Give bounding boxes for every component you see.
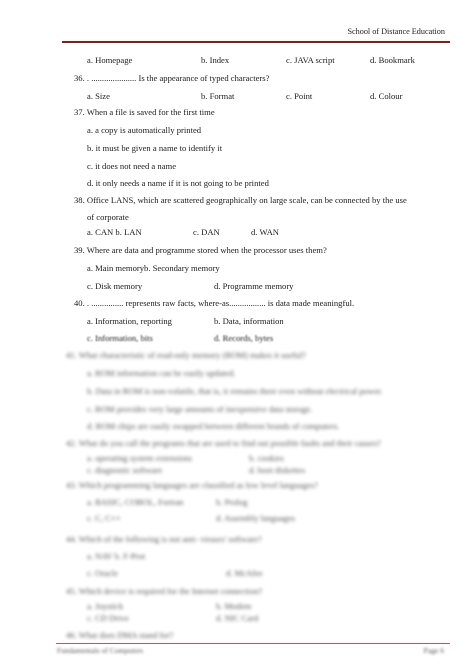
option-a: a. Information, reporting [87,316,172,326]
question-text: 37. When a file is saved for the first time [74,107,215,117]
footer-divider [56,643,450,644]
q41-option-c: c. ROM provides very large amounts of inexpensive data storage. [87,404,313,414]
q44-options-1: a. NAV b. F-Prot [87,551,146,561]
q45-options-1: a. Joystick b. Modem [87,601,252,611]
q43-options-1: a. BASIC, COBOL, Fortran b. Prolog [87,497,248,507]
question-37 [0,105,474,119]
question-text: 40. . ............... represents raw facts, where-as................. is data made meaningful. [74,298,355,308]
option-d: d. WAN [251,227,280,237]
q45-options-2: c. CD Drive d. NIC Card [87,613,259,623]
question-45: 45. Which device is required for the Internet connection? [66,586,263,596]
option-a: a. Size [87,91,110,101]
question-46: 46. What does DMA stand for? [66,630,174,640]
option-d: d. Programme memory [214,281,294,291]
option-c: c. DAN [193,227,220,237]
page-header: School of Distance Education [347,27,445,36]
question-43: 43. Which programming languages are classified as low level languages? [66,480,318,490]
option-d: d. Colour [370,91,403,101]
option-c: c. Information, bits [87,333,153,343]
q41-option-d: d. ROM chips are easily swapped between different brands of computers. [87,421,340,431]
q42-options-1: a. operating system extensions b. cookies [87,453,284,463]
q42-options-2: c. diagnostic software d. boot diskettes [87,465,306,475]
q39-options-2 [0,279,474,293]
q37-option-b: b. it must be given a name to identify it [87,143,223,153]
option-c: c. Point [286,91,313,101]
q37-option-c: c. it does not need a name [87,161,177,171]
q44-options-2: c. Oracle d. McAfee [87,568,263,578]
option-a: a. Homepage [87,55,133,65]
footer-course: Fundamentals of Computers [57,646,144,655]
q41-option-b: b. Data in ROM is non-volatile, that is, it remains there even without electrical power. [87,386,383,396]
option-b: b. Data, information [214,316,284,326]
option-b: b. Format [201,91,235,101]
option-ab: a. CAN b. LAN [87,227,142,237]
question-42: 42. What do you call the programs that are used to find out possible faults and their causes? [66,438,381,448]
q37-option-d: d. it only needs a name if it is not going to be printed [87,178,269,188]
question-36 [0,71,474,85]
q37-option-a: a. a copy is automatically printed [87,125,202,135]
header-divider [62,41,450,43]
question-38 [0,193,474,207]
q40-options-1 [0,314,474,328]
option-d: d. Records, bytes [214,333,274,343]
q39-options-1: a. Main memoryb. Secondary memory [87,263,220,273]
question-40 [0,296,474,310]
q41-option-a: a. ROM information can be easily updated. [87,368,236,378]
option-c: c. Disk memory [87,281,143,291]
q43-options-2: c. C, C++ d. Assembly languages [87,513,296,523]
q35-options [0,53,474,67]
question-text: 36. . ..................... Is the appearance of typed characters? [74,73,270,83]
option-d: d. Bookmark [370,55,415,65]
option-b: b. Index [201,55,230,65]
question-44: 44. Which of the following is not anti- viruses' software? [66,534,262,544]
page-number: Page 6 [423,646,444,655]
q36-options [0,89,474,103]
question-39 [0,243,474,257]
question-38-cont: of corporate [87,212,129,222]
option-c: c. JAVA script [286,55,335,65]
question-text: 38. Office LANS, which are scattered geographically on large scale, can be connected by the use [74,195,407,205]
question-41: 41. What characteristic of read-only memory (ROM) makes it useful? [66,350,306,360]
q38-options [0,225,474,239]
question-text: 39. Where are data and programme stored when the processor uses them? [74,245,327,255]
q40-options-2 [0,331,474,345]
